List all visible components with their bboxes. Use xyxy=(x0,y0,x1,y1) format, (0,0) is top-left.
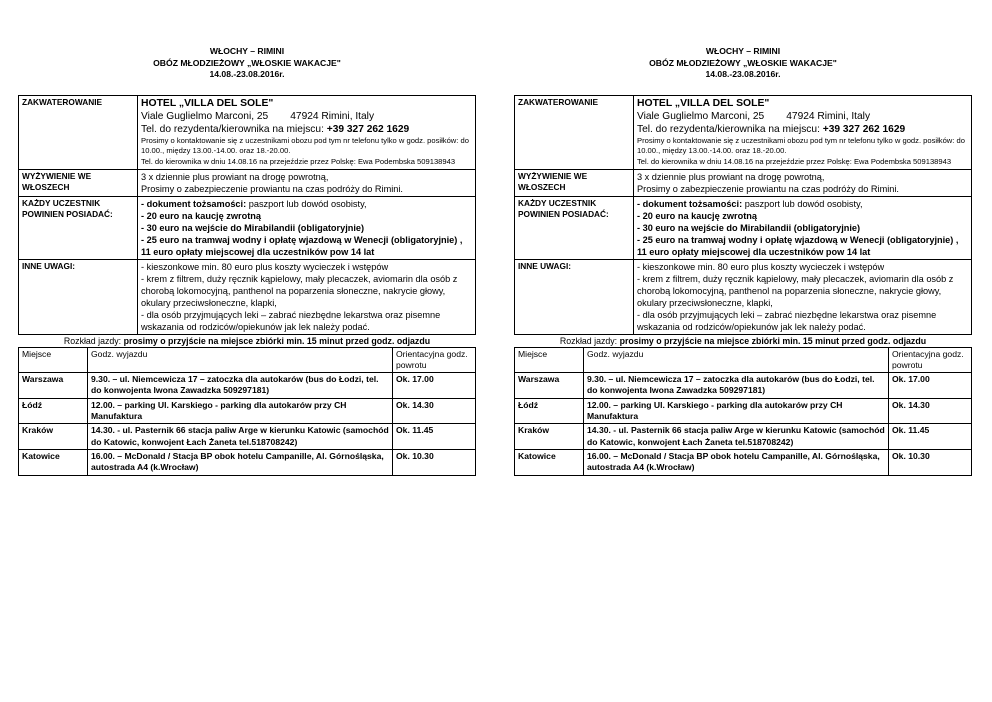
required-item-deposit: - 20 euro na kaucję zwrotną xyxy=(141,210,261,221)
other-note-pocket-money: - kieszonkowe min. 80 euro plus koszty wycieczek i wstępów xyxy=(637,261,885,272)
hotel-city: 47924 Rimini, Italy xyxy=(290,110,375,122)
schedule-place-cell: Warszawa xyxy=(19,373,88,399)
required-items-row xyxy=(515,196,972,259)
table-row xyxy=(515,398,972,424)
schedule-place-cell: Katowice xyxy=(515,449,584,475)
required-item-deposit: - 20 euro na kaucję zwrotną xyxy=(637,210,757,221)
food-row xyxy=(515,169,972,196)
contact-hours-note: Prosimy o kontaktowanie się z uczestnikami obozu pod tym nr telefonu tylko w godz. posiłków: do 10.00., między 13.00.-14.00. oraz 18.-20.00. xyxy=(141,135,469,156)
hotel-phone-line xyxy=(637,123,968,136)
required-document-value: paszport lub dowód osobisty, xyxy=(246,198,367,209)
schedule-departure-cell: 12.00. – parking Ul. Karskiego - parking dla autokarów przy CH Manufaktura xyxy=(584,398,889,424)
required-items-list xyxy=(634,196,972,259)
col-departure-header: Godz. wyjazdu xyxy=(584,347,889,373)
required-item-venice: - 25 euro na tramwaj wodny i opłatę wjazdową w Wenecji (obligatoryjnie) , 11 euro opłaty miejscowej dla uczestników pow 14 lat xyxy=(141,234,463,257)
hotel-street: Viale Guglielmo Marconi, 25 xyxy=(637,110,765,122)
required-document xyxy=(141,198,472,210)
other-notes-row xyxy=(19,259,476,334)
header-dates: 14.08.-23.08.2016r. xyxy=(705,69,781,80)
schedule-return-cell: Ok. 10.30 xyxy=(889,449,972,475)
transit-contact-note: Tel. do kierownika w dniu 14.08.16 na przejeździe przez Polskę: Ewa Podembska 509138943 xyxy=(141,156,456,166)
table-row xyxy=(19,424,476,450)
col-place-header: Miejsce xyxy=(19,347,88,373)
info-table xyxy=(514,95,972,335)
schedule-header-row xyxy=(515,347,972,373)
other-note-packing: - krem z filtrem, duży ręcznik kąpielowy, mały plecaczek, aviomarin dla osób z chorobą lokomocyjną, panthenol na poparzenia słoneczne, nakrycie głowy, okulary przeciwsłoneczne, klapki, xyxy=(141,273,458,308)
required-document-value: paszport lub dowód osobisty, xyxy=(742,198,863,209)
table-row xyxy=(19,398,476,424)
food-line-2: Prosimy o zabezpieczenie prowiantu na czas podróży do Rimini. xyxy=(637,183,899,194)
food-label: WYŻYWIENIE WE WŁOSZECH xyxy=(515,169,634,196)
hotel-phone-line xyxy=(141,123,472,136)
food-line-1: 3 x dziennie plus prowiant na drogę powrotną, xyxy=(141,171,329,182)
schedule-title-bold: prosimy o przyjście na miejsce zbiórki min. 15 minut przed godz. odjazdu xyxy=(123,335,431,346)
required-item-mirabilandia: - 30 euro na wejście do Mirabilandii (obligatoryjnie) xyxy=(141,222,365,233)
schedule-return-cell: Ok. 11.45 xyxy=(889,424,972,450)
schedule-return-cell: Ok. 10.30 xyxy=(393,449,476,475)
required-document-label: - dokument tożsamości: xyxy=(637,198,743,209)
required-items-list xyxy=(138,196,476,259)
schedule-title-bold: prosimy o przyjście na miejsce zbiórki min. 15 minut przed godz. odjazdu xyxy=(619,335,927,346)
schedule-departure-cell: 9.30. – ul. Niemcewicza 17 – zatoczka dla autokarów (bus do Łodzi, tel. do konwojenta Iwona Zawadzka 509297181) xyxy=(584,373,889,399)
required-document-label: - dokument tożsamości: xyxy=(141,198,247,209)
schedule-place-cell: Łódź xyxy=(515,398,584,424)
table-row xyxy=(515,373,972,399)
schedule-return-cell: Ok. 14.30 xyxy=(889,398,972,424)
schedule-title xyxy=(18,336,476,347)
other-notes-row xyxy=(515,259,972,334)
schedule-place-cell: Katowice xyxy=(19,449,88,475)
header-camp-name: OBÓZ MŁODZIEŻOWY „WŁOSKIE WAKACJE" xyxy=(153,57,341,68)
required-items-label: KAŻDY UCZESTNIK POWINIEN POSIADAĆ: xyxy=(19,196,138,259)
food-details xyxy=(634,169,972,196)
transit-contact-note: Tel. do kierownika w dniu 14.08.16 na przejeździe przez Polskę: Ewa Podembska 509138943 xyxy=(637,156,952,166)
hotel-address xyxy=(637,110,968,123)
required-document xyxy=(637,198,968,210)
schedule-title-plain: Rozkład jazdy: xyxy=(559,335,620,346)
schedule-departure-cell: 9.30. – ul. Niemcewicza 17 – zatoczka dla autokarów (bus do Łodzi, tel. do konwojenta Iwona Zawadzka 509297181) xyxy=(88,373,393,399)
other-note-pocket-money: - kieszonkowe min. 80 euro plus koszty wycieczek i wstępów xyxy=(141,261,389,272)
flyer-left xyxy=(18,46,476,476)
other-notes-list xyxy=(634,259,972,334)
phone-label: Tel. do rezydenta/kierownika na miejscu: xyxy=(637,123,820,135)
col-return-header: Orientacyjna godz. powrotu xyxy=(393,347,476,373)
hotel-city: 47924 Rimini, Italy xyxy=(786,110,871,122)
schedule-return-cell: Ok. 17.00 xyxy=(393,373,476,399)
accommodation-details xyxy=(138,95,476,169)
schedule-return-cell: Ok. 17.00 xyxy=(889,373,972,399)
hotel-address xyxy=(141,110,472,123)
document-header xyxy=(514,46,972,81)
schedule-departure-cell: 16.00. – McDonald / Stacja BP obok hotelu Campanille, Al. Górnośląska, autostrada A4 (k.Wrocław) xyxy=(584,449,889,475)
other-notes-list xyxy=(138,259,476,334)
other-note-medication: - dla osób przyjmujących leki – zabrać niezbędne lekarstwa oraz pisemne wskazania od rodziców/opiekunów jak lek należy podać. xyxy=(141,309,441,332)
other-note-packing: - krem z filtrem, duży ręcznik kąpielowy, mały plecaczek, aviomarin dla osób z chorobą lokomocyjną, panthenol na poparzenia słoneczne, nakrycie głowy, okulary przeciwsłoneczne, klapki, xyxy=(637,273,954,308)
schedule-title-plain: Rozkład jazdy: xyxy=(63,335,124,346)
col-place-header: Miejsce xyxy=(515,347,584,373)
schedule-header-row xyxy=(19,347,476,373)
food-line-1: 3 x dziennie plus prowiant na drogę powrotną, xyxy=(637,171,825,182)
table-row xyxy=(515,424,972,450)
hotel-name: HOTEL „VILLA DEL SOLE" xyxy=(141,97,274,109)
col-departure-header: Godz. wyjazdu xyxy=(88,347,393,373)
food-label: WYŻYWIENIE WE WŁOSZECH xyxy=(19,169,138,196)
accommodation-label: ZAKWATEROWANIE xyxy=(515,95,634,169)
schedule-table xyxy=(514,347,972,476)
accommodation-row xyxy=(515,95,972,169)
other-notes-label: INNE UWAGI: xyxy=(19,259,138,334)
schedule-place-cell: Warszawa xyxy=(515,373,584,399)
table-row xyxy=(19,373,476,399)
schedule-title xyxy=(514,336,972,347)
info-table xyxy=(18,95,476,335)
schedule-place-cell: Łódź xyxy=(19,398,88,424)
other-notes-label: INNE UWAGI: xyxy=(515,259,634,334)
food-row xyxy=(19,169,476,196)
phone-number: +39 327 262 1629 xyxy=(326,123,410,135)
header-destination: WŁOCHY – RIMINI xyxy=(209,46,285,56)
flyer-right xyxy=(514,46,972,476)
hotel-name: HOTEL „VILLA DEL SOLE" xyxy=(637,97,770,109)
schedule-return-cell: Ok. 14.30 xyxy=(393,398,476,424)
required-items-row xyxy=(19,196,476,259)
other-note-medication: - dla osób przyjmujących leki – zabrać niezbędne lekarstwa oraz pisemne wskazania od rodziców/opiekunów jak lek należy podać. xyxy=(637,309,937,332)
required-items-label: KAŻDY UCZESTNIK POWINIEN POSIADAĆ: xyxy=(515,196,634,259)
accommodation-details xyxy=(634,95,972,169)
schedule-departure-cell: 14.30. - ul. Pasternik 66 stacja paliw Arge w kierunku Katowic (samochód do Katowic, konwojent Łach Żaneta tel.518708242) xyxy=(584,424,889,450)
required-item-venice: - 25 euro na tramwaj wodny i opłatę wjazdową w Wenecji (obligatoryjnie) , 11 euro opłaty miejscowej dla uczestników pow 14 lat xyxy=(637,234,959,257)
schedule-departure-cell: 12.00. – parking Ul. Karskiego - parking dla autokarów przy CH Manufaktura xyxy=(88,398,393,424)
table-row xyxy=(19,449,476,475)
schedule-place-cell: Kraków xyxy=(19,424,88,450)
phone-label: Tel. do rezydenta/kierownika na miejscu: xyxy=(141,123,324,135)
hotel-street: Viale Guglielmo Marconi, 25 xyxy=(141,110,269,122)
schedule-departure-cell: 14.30. - ul. Pasternik 66 stacja paliw Arge w kierunku Katowic (samochód do Katowic, konwojent Łach Żaneta tel.518708242) xyxy=(88,424,393,450)
header-destination: WŁOCHY – RIMINI xyxy=(705,46,781,56)
header-dates: 14.08.-23.08.2016r. xyxy=(209,69,285,80)
document-header xyxy=(18,46,476,81)
contact-hours-note: Prosimy o kontaktowanie się z uczestnikami obozu pod tym nr telefonu tylko w godz. posiłków: do 10.00., między 13.00.-14.00. oraz 18.-20.00. xyxy=(637,135,965,156)
schedule-place-cell: Kraków xyxy=(515,424,584,450)
food-details xyxy=(138,169,476,196)
schedule-return-cell: Ok. 11.45 xyxy=(393,424,476,450)
accommodation-label: ZAKWATEROWANIE xyxy=(19,95,138,169)
schedule-table xyxy=(18,347,476,476)
table-row xyxy=(515,449,972,475)
food-line-2: Prosimy o zabezpieczenie prowiantu na czas podróży do Rimini. xyxy=(141,183,403,194)
phone-number: +39 327 262 1629 xyxy=(822,123,906,135)
required-item-mirabilandia: - 30 euro na wejście do Mirabilandii (obligatoryjnie) xyxy=(637,222,861,233)
col-return-header: Orientacyjna godz. powrotu xyxy=(889,347,972,373)
header-camp-name: OBÓZ MŁODZIEŻOWY „WŁOSKIE WAKACJE" xyxy=(649,57,837,68)
accommodation-row xyxy=(19,95,476,169)
schedule-departure-cell: 16.00. – McDonald / Stacja BP obok hotelu Campanille, Al. Górnośląska, autostrada A4 (k.Wrocław) xyxy=(88,449,393,475)
